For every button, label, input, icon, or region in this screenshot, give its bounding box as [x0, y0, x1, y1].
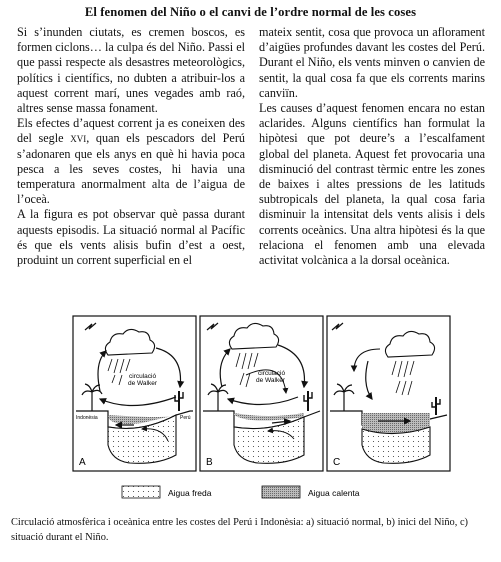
- article-title: El fenomen del Niño o el canvi de l’ordre normal de les coses: [84, 5, 417, 19]
- indonesia-label: Indonèsia: [76, 415, 98, 421]
- left-column: [17, 25, 245, 268]
- walker-circulation-figure: [72, 315, 452, 511]
- panel-b: [200, 316, 323, 471]
- paragraph-5: Les causes d’aquest fenomen encara no estan aclarides. Alguns científics han formulat la hipòtesi que pot deure’s a l’escalfament global del planeta. Aquest fet provocaria una disminució del contrast tèrmic entre les zones de baixes i altes pressions de les latituds subtropicals del planeta, la qual cosa faria disminuir la intensitat dels vents alisis i dels corrents oceànics. Una altra hipòtesi és la que relaciona el fenomen amb una elevada activitat volcànica a la dorsal oceànica.: [259, 101, 485, 268]
- panel-c: [327, 316, 450, 471]
- paragraph-1: Si s’inunden ciutats, es cremen boscos, es formen ciclons… la culpa és del Niño. Passi el que passi respecte als desastres meteorològics, polítics i científics, no dubten a atribuir-los a aquest corrent marí, unes vegades amb raó, altres sense massa fonament.: [17, 25, 245, 116]
- warm-water-swatch: [262, 486, 300, 498]
- walker-label: circulació: [129, 373, 157, 380]
- paragraph-4: mateix sentit, cosa que provoca un aflorament d’aigües profundes davant les costes del Perú. Durant el Niño, els vents minven o canvien de sentit, la qual cosa fa que els corrents marins canviïn.: [259, 25, 485, 100]
- paragraph-3: A la figura es pot observar què passa durant aquests episodis. La situació normal al Pacífic és que els vents alisis bufin d’est a oest, produint un corrent superficial en el: [17, 207, 245, 268]
- warm-water-label: Aigua calenta: [308, 488, 360, 498]
- panel-letter: A: [79, 457, 86, 468]
- svg-text:de Walker: de Walker: [128, 380, 158, 387]
- figure-legend: [122, 486, 360, 498]
- svg-text:de Walker: de Walker: [256, 377, 286, 384]
- right-column: [259, 25, 485, 268]
- cold-water-label: Aigua freda: [168, 488, 212, 498]
- paragraph-2: Els efectes d’aquest corrent ja es coneixen des del segle xvi, quan els pescadors del Perú s’adonaren que els anys en què hi havia poca pesca a les seves costes, hi havia una temperatura anormalment alta de l’aigua de l’oceà.: [17, 116, 245, 207]
- peru-label: Perú: [180, 415, 191, 421]
- cold-water-swatch: [122, 486, 160, 498]
- panel-letter: B: [206, 457, 213, 468]
- walker-label: circulació: [258, 370, 286, 377]
- century-numeral: xvi: [70, 131, 87, 146]
- panel-a: [73, 316, 196, 471]
- figure-caption: Circulació atmosfèrica i oceànica entre les costes del Perú i Indonèsia: a) situació normal, b) inici del Niño, c) situació durant el Niño.: [11, 517, 469, 543]
- panel-letter: C: [333, 457, 341, 468]
